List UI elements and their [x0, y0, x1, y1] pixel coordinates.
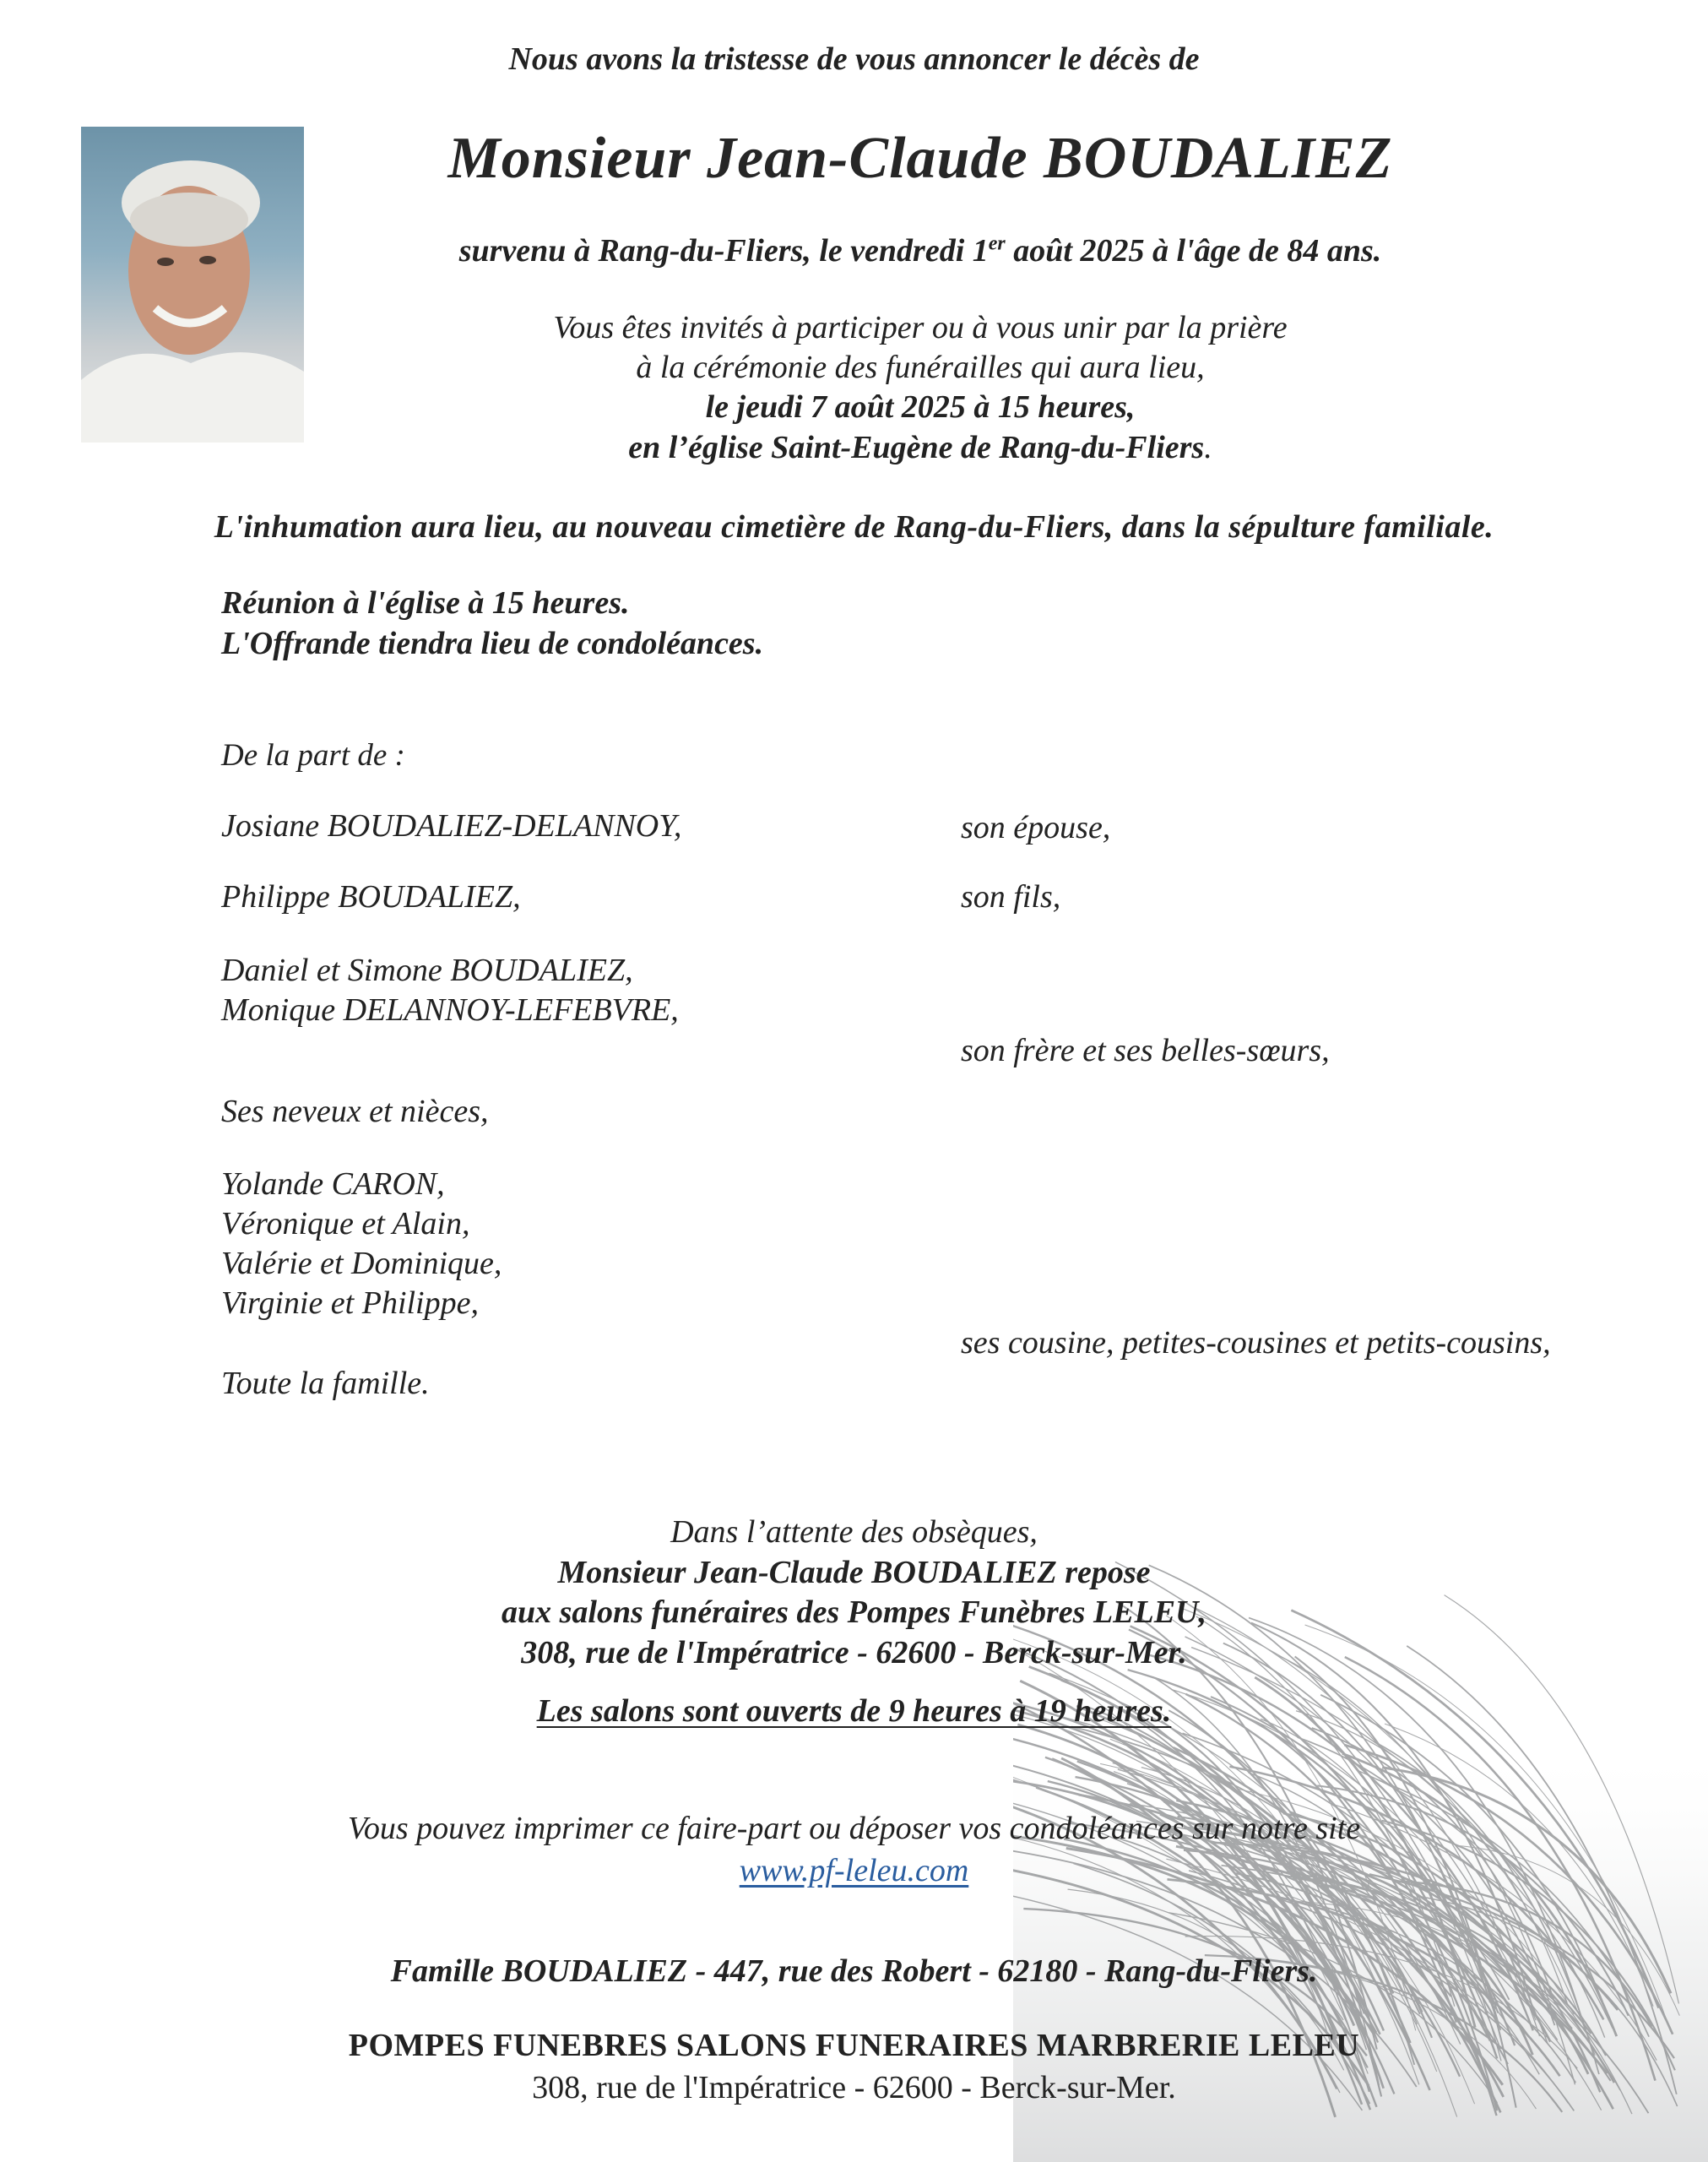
family-son-name: Philippe BOUDALIEZ, [221, 879, 521, 915]
family-address: Famille BOUDALIEZ - 447, rue des Robert - 62180 - Rang-du-Fliers. [390, 1953, 1318, 1989]
reunion-line-2: L'Offrande tiendra lieu de condoléances. [221, 626, 764, 661]
family-spouse-name: Josiane BOUDALIEZ-DELANNOY, [221, 808, 682, 844]
funeral-home-address: 308, rue de l'Impératrice - 62600 - Berck-sur-Mer. [521, 1635, 1187, 1670]
death-details: survenu à Rang-du-Fliers, le vendredi 1er août 2025 à l'âge de 84 ans. [458, 232, 1382, 269]
intro-text: Nous avons la tristesse de vous annoncer le décès de [508, 41, 1200, 77]
funeral-home-line-3: aux salons funéraires des Pompes Funèbres LELEU, [501, 1594, 1207, 1630]
family-nephews: Ses neveux et nièces, [221, 1094, 489, 1129]
family-sibling-2: Monique DELANNOY-LEFEBVRE, [221, 992, 679, 1028]
deceased-name: Monsieur Jean-Claude BOUDALIEZ [447, 126, 1393, 191]
family-sibling-relation: son frère et ses belles-sœurs, [961, 1033, 1330, 1068]
funeral-home-line-1: Dans l’attente des obsèques, [670, 1514, 1038, 1550]
ceremony-date: le jeudi 7 août 2025 à 15 heures, [705, 389, 1136, 425]
family-cousin-relation: ses cousine, petites-cousines et petits-cousins, [961, 1325, 1551, 1361]
online-condolences-text: Vous pouvez imprimer ce faire-part ou déposer vos condoléances sur notre site [347, 1811, 1361, 1846]
family-son-relation: son fils, [961, 879, 1061, 915]
ceremony-church: en l’église Saint-Eugène de Rang-du-Fliers. [628, 430, 1212, 465]
family-cousin-2: Véronique et Alain, [221, 1206, 470, 1241]
reunion-line-1: Réunion à l'église à 15 heures. [221, 585, 630, 621]
ceremony-line-1: Vous êtes invités à participer ou à vous unir par la prière [553, 310, 1288, 345]
family-spouse-relation: son épouse, [961, 810, 1111, 845]
website-link[interactable]: www.pf-leleu.com [739, 1853, 969, 1888]
salon-hours: Les salons sont ouverts de 9 heures à 19 heures. [536, 1693, 1172, 1729]
company-name: POMPES FUNEBRES SALONS FUNERAIRES MARBRERIE LELEU [348, 2028, 1360, 2063]
inhumation-text: L'inhumation aura lieu, au nouveau cimetière de Rang-du-Fliers, dans la sépulture familiale. [214, 509, 1494, 545]
family-sibling-1: Daniel et Simone BOUDALIEZ, [221, 953, 633, 988]
family-cousin-3: Valérie et Dominique, [221, 1246, 502, 1281]
family-intro: De la part de : [221, 738, 405, 773]
portrait-photo [81, 127, 304, 443]
ceremony-line-2: à la cérémonie des funérailles qui aura lieu, [636, 350, 1205, 385]
family-cousin-4: Virginie et Philippe, [221, 1285, 479, 1321]
funeral-home-line-2: Monsieur Jean-Claude BOUDALIEZ repose [557, 1555, 1151, 1590]
family-cousin-1: Yolande CARON, [221, 1166, 445, 1202]
family-all: Toute la famille. [221, 1366, 430, 1401]
company-address: 308, rue de l'Impératrice - 62600 - Berck-sur-Mer. [532, 2070, 1176, 2105]
